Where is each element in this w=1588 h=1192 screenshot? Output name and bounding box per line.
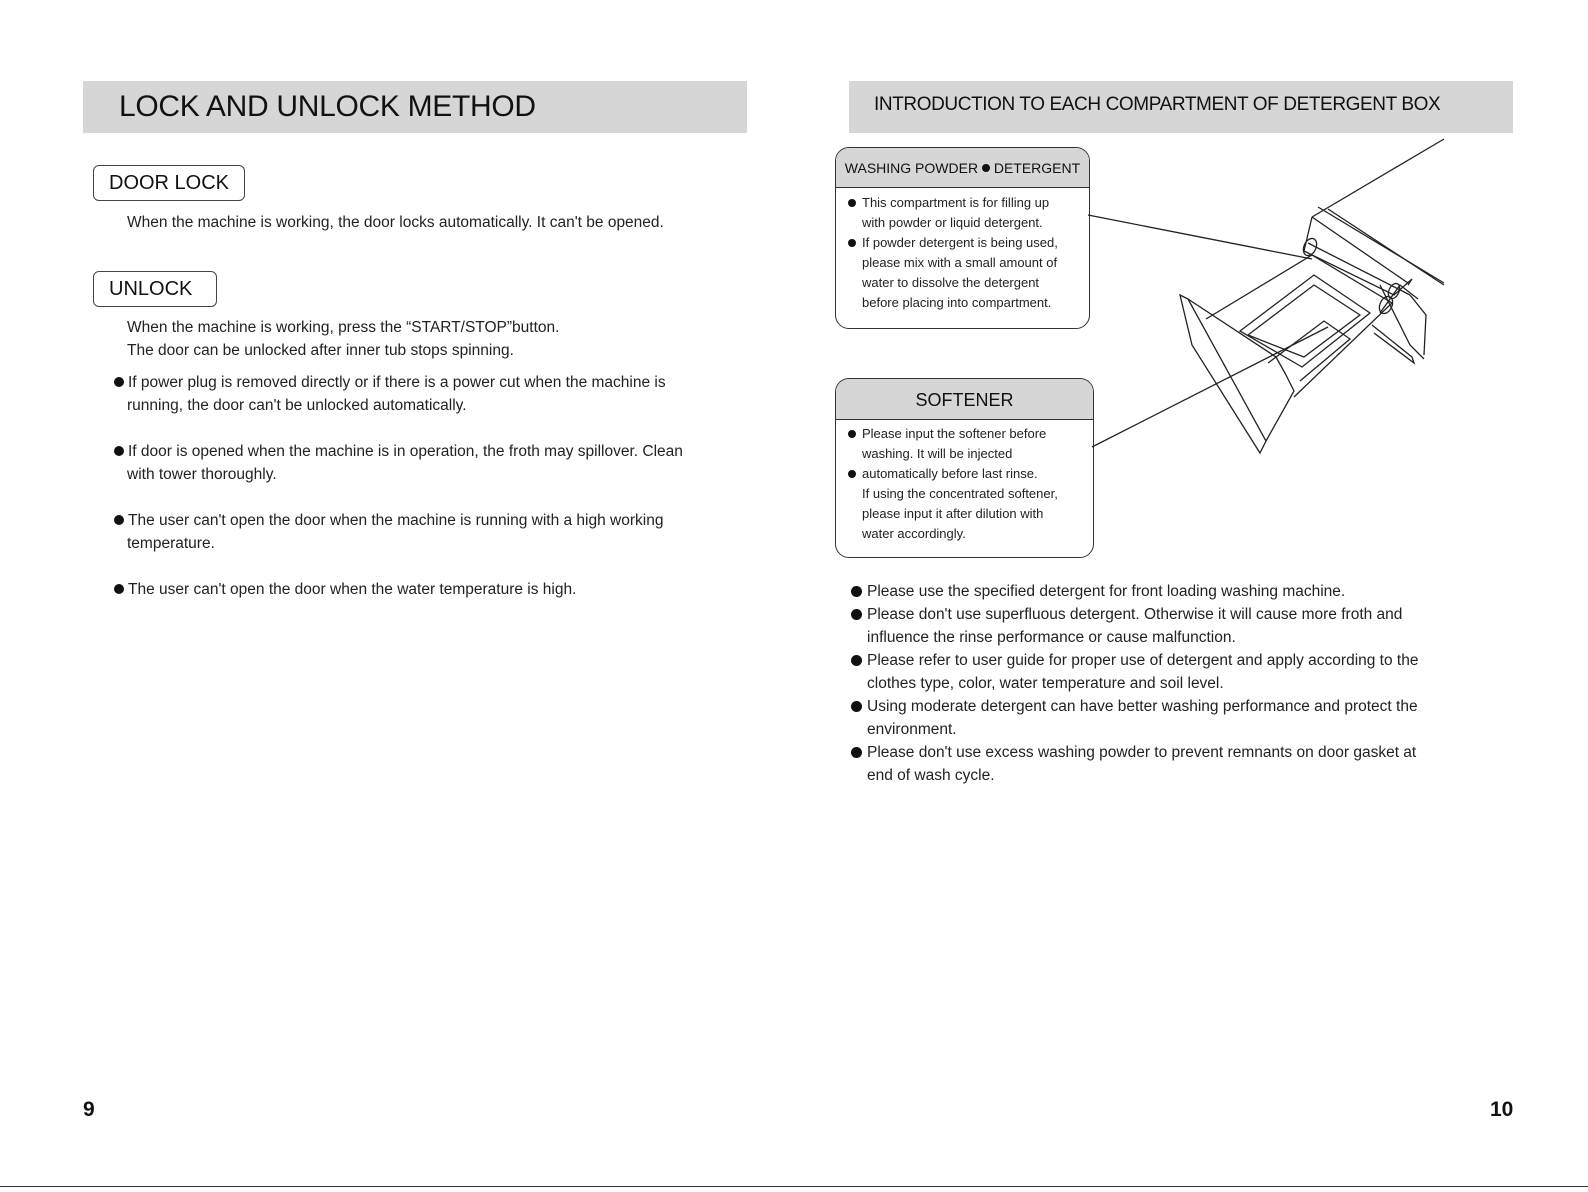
left-bullet-1: If power plug is removed directly or if there is a power cut when the machine is running, the door can't be unlocked automatically. <box>114 371 734 417</box>
note-item: Using moderate detergent can have better washing performance and protect the environment. <box>851 695 1481 741</box>
left-bullet-4: The user can't open the door when the water temperature is high. <box>114 578 734 601</box>
washing-powder-title: WASHING POWDER DETERGENT <box>836 148 1089 188</box>
washing-powder-bullet-2: If powder detergent is being used, please mix with a small amount of water to dissolve the detergent before placing into compartment. <box>846 233 1079 313</box>
unlock-line-2: The door can be unlocked after inner tub stops spinning. <box>127 342 514 359</box>
right-page-header <box>849 81 1513 133</box>
door-lock-text: When the machine is working, the door locks automatically. It can't be opened. <box>127 214 664 231</box>
note-item: Please refer to user guide for proper use of detergent and apply according to the clothes type, color, water temperature and soil level. <box>851 649 1481 695</box>
left-page-title: LOCK AND UNLOCK METHOD <box>119 90 536 123</box>
bullet-dot-icon <box>851 747 862 758</box>
left-page-number: 9 <box>83 1098 95 1121</box>
bullet-dot-icon <box>851 701 862 712</box>
unlock-line-1: When the machine is working, press the “START/STOP”button. <box>127 319 560 336</box>
door-lock-label: DOOR LOCK <box>93 165 245 201</box>
bullet-dot-icon <box>114 377 124 387</box>
softener-title: SOFTENER <box>836 379 1093 420</box>
washing-powder-callout <box>835 147 1090 329</box>
bullet-dot-icon <box>851 609 862 620</box>
bullet-dot-icon <box>848 470 856 478</box>
note-item: Please don't use superfluous detergent. Otherwise it will cause more froth and influence the rinse performance or cause malfunction. <box>851 603 1481 649</box>
bullet-dot-icon <box>114 515 124 525</box>
bullet-dot-icon <box>114 446 124 456</box>
softener-callout <box>835 378 1094 558</box>
softener-bullet-1: Please input the softener before washing. It will be injected <box>846 424 1083 464</box>
bottom-rule <box>0 1186 1588 1187</box>
left-bullet-3: The user can't open the door when the machine is running with a high working temperature. <box>114 509 744 555</box>
bullet-dot-icon <box>851 586 862 597</box>
bullet-dot-icon <box>982 164 990 172</box>
bullet-dot-icon <box>114 584 124 594</box>
left-bullet-2: If door is opened when the machine is in operation, the froth may spillover. Clean with tower thoroughly. <box>114 440 734 486</box>
unlock-label: UNLOCK <box>93 271 217 307</box>
bullet-dot-icon <box>848 239 856 247</box>
note-item: Please don't use excess washing powder to prevent remnants on door gasket at end of wash cycle. <box>851 741 1481 787</box>
left-page-header <box>83 81 747 133</box>
bullet-dot-icon <box>848 430 856 438</box>
note-item: Please use the specified detergent for front loading washing machine. <box>851 580 1481 603</box>
detergent-notes-list <box>851 580 1481 787</box>
detergent-drawer-illustration <box>1080 135 1560 475</box>
washing-powder-bullet-1: This compartment is for filling up with powder or liquid detergent. <box>846 193 1079 233</box>
washing-powder-leader-line <box>1088 215 1312 259</box>
bullet-dot-icon <box>848 199 856 207</box>
right-page-title: INTRODUCTION TO EACH COMPARTMENT OF DETERGENT BOX <box>874 94 1441 115</box>
right-page-number: 10 <box>1490 1098 1514 1121</box>
bullet-dot-icon <box>851 655 862 666</box>
softener-bullet-2: automatically before last rinse. If using the concentrated softener, please input it after dilution with water accordingly. <box>846 464 1083 544</box>
